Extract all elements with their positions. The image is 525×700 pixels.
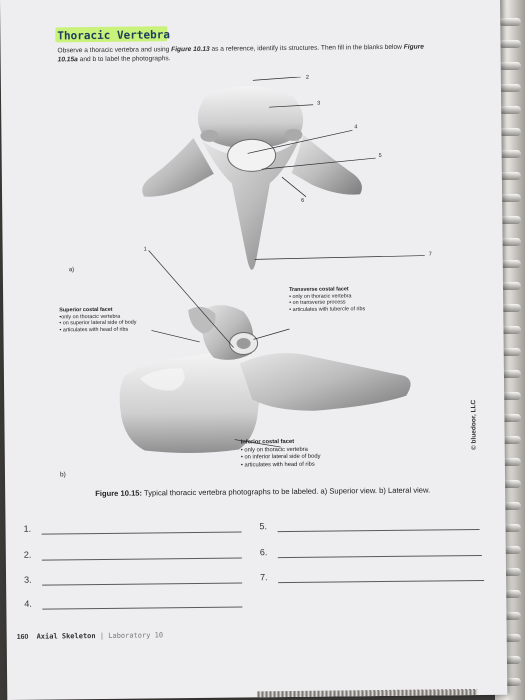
blank-number-7: 7. (260, 572, 268, 583)
panel-b-label: b) (59, 471, 66, 479)
label-4: 4 (354, 124, 358, 131)
section-name: Axial Skeleton (36, 632, 96, 641)
answer-blank-5[interactable] (278, 529, 480, 532)
label-3: 3 (317, 100, 321, 107)
figure-caption: Figure 10.15: Typical thoracic vertebra photographs to be labeled. a) Superior view. b) Lateral view. (95, 485, 431, 499)
vertebra-figure (41, 75, 445, 499)
answer-blank-1[interactable] (42, 531, 242, 534)
footer-separator: | (99, 631, 105, 640)
page-edge-perforation (257, 689, 477, 697)
page-footer (17, 631, 163, 641)
lab-number: Laboratory 10 (108, 631, 164, 640)
answer-blank-7[interactable] (278, 580, 484, 583)
blank-number-6: 6. (259, 547, 268, 558)
panel-a-label: a) (68, 267, 75, 274)
superior-costal-facet-note: Superior costal facet •only on thoracic vertebra • on superior lateral side of body • articulates with head of ribs (59, 306, 137, 333)
blank-number-5: 5. (259, 521, 268, 532)
label-5: 5 (378, 153, 382, 160)
label-1: 1 (143, 246, 147, 253)
blank-number-2: 2. (23, 549, 32, 560)
label-7: 7 (428, 251, 432, 258)
blank-number-3: 3. (24, 574, 32, 585)
answer-blank-6[interactable] (278, 555, 482, 558)
blank-number-1: 1. (23, 523, 32, 534)
answer-blank-3[interactable] (42, 582, 242, 585)
page-number: 160 (16, 633, 29, 641)
answer-blank-2[interactable] (42, 557, 242, 560)
instructions: Observe a thoracic vertebra and using Figure 10.13 as a reference, identify its structures. Then fill in the blanks below Figure 10.15a and b to label the photographs. (57, 43, 424, 64)
blank-number-4: 4. (24, 598, 32, 609)
inferior-costal-facet-note: Inferior costal facet • only on thoracic vertebra • on inferior lateral side of body • articulates with head of ribs (240, 438, 321, 469)
page-title: Thoracic Vertebra (57, 28, 171, 43)
transverse-costal-facet-note: Transverse costal facet • only on thoracic vertebra • on transverse process • articulates with tubercle of ribs (289, 286, 366, 313)
label-6: 6 (301, 197, 305, 204)
answer-blank-4[interactable] (42, 606, 242, 609)
label-2: 2 (305, 74, 309, 81)
superior-view-vertebra (141, 85, 363, 271)
copyright-credit: © bluedoor, LLC (470, 399, 478, 451)
